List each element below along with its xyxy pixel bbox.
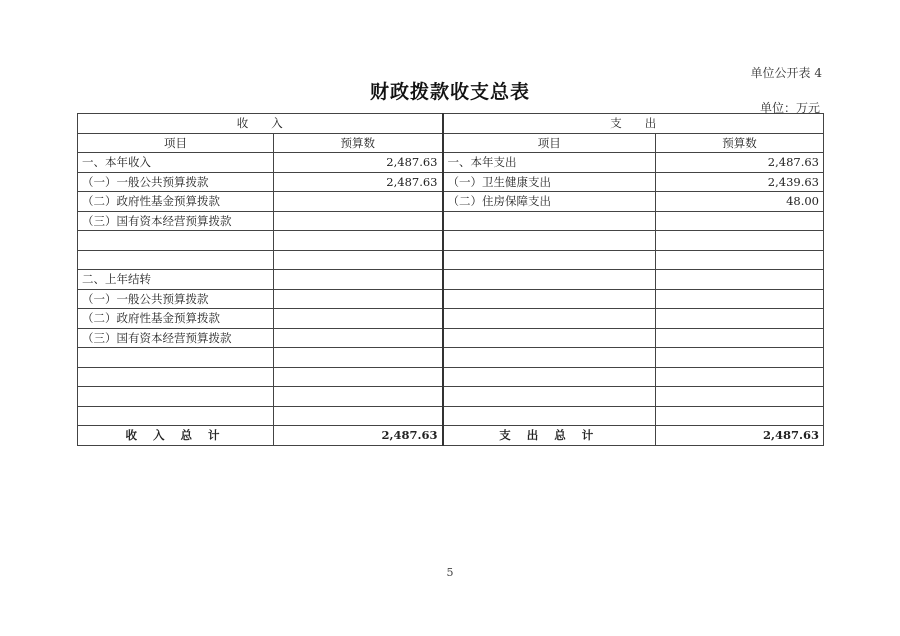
income-total-value: 2,487.63 (274, 426, 443, 446)
income-value-cell (274, 192, 443, 212)
budget-table (77, 113, 824, 446)
income-item-cell (78, 348, 274, 368)
income-item-cell (78, 406, 274, 426)
income-item-cell (78, 387, 274, 407)
table-row (78, 348, 824, 368)
page-label: 单位公开表 4 (750, 66, 822, 80)
table-row (78, 309, 824, 329)
expense-value-cell (656, 348, 824, 368)
expense-item-cell (443, 250, 656, 270)
expense-item-cell (443, 367, 656, 387)
expense-item-cell (443, 406, 656, 426)
expense-item-cell (443, 328, 656, 348)
table-row (78, 211, 824, 231)
expense-total-label: 支 出 总 计 (443, 426, 656, 446)
income-value-cell (274, 289, 443, 309)
table-row (78, 172, 824, 192)
income-value-cell (274, 270, 443, 290)
page-title: 财政拨款收支总表 (369, 81, 530, 103)
table-row (78, 367, 824, 387)
income-item-cell (78, 231, 274, 251)
expense-item-cell: （一）卫生健康支出 (443, 172, 656, 192)
income-item-cell: （一）一般公共预算拨款 (78, 289, 274, 309)
income-value-cell (274, 348, 443, 368)
expense-value-cell (656, 309, 824, 329)
page-number: 5 (446, 566, 454, 579)
expense-value-cell (656, 211, 824, 231)
header-row-columns (78, 133, 824, 153)
expense-value-cell (656, 367, 824, 387)
expense-value-cell (656, 406, 824, 426)
expense-item-cell (443, 231, 656, 251)
table-row (78, 328, 824, 348)
income-item-cell (78, 367, 274, 387)
table-row (78, 231, 824, 251)
income-value-cell (274, 309, 443, 329)
total-row (78, 426, 824, 446)
income-value-cell (274, 211, 443, 231)
income-total-label: 收 入 总 计 (78, 426, 274, 446)
expense-item-cell (443, 309, 656, 329)
income-value-cell (274, 406, 443, 426)
unit-label: 单位：万元 (759, 101, 820, 115)
table-row (78, 289, 824, 309)
table-row (78, 192, 824, 212)
expense-value-cell (656, 270, 824, 290)
table-row (78, 406, 824, 426)
income-value-cell (274, 328, 443, 348)
income-item-cell: （三）国有资本经营预算拨款 (78, 328, 274, 348)
income-value-cell (274, 250, 443, 270)
table-row (78, 250, 824, 270)
expense-item-cell: 一、本年支出 (443, 153, 656, 173)
expense-item-cell: （二）住房保障支出 (443, 192, 656, 212)
expense-value-cell (656, 289, 824, 309)
income-item-cell: （二）政府性基金预算拨款 (78, 192, 274, 212)
expense-item-cell (443, 387, 656, 407)
expense-value-cell: 2,487.63 (656, 153, 824, 173)
income-item-cell: （二）政府性基金预算拨款 (78, 309, 274, 329)
income-value-cell: 2,487.63 (274, 153, 443, 173)
expense-item-cell (443, 270, 656, 290)
expense-value-cell (656, 231, 824, 251)
income-value-cell (274, 387, 443, 407)
expense-section-header: 支 出 (443, 114, 824, 134)
income-section-header: 收 入 (78, 114, 443, 134)
expense-item-cell (443, 348, 656, 368)
table-row (78, 153, 824, 173)
income-value-cell (274, 367, 443, 387)
expense-item-header: 项目 (443, 133, 656, 153)
income-item-cell: （一）一般公共预算拨款 (78, 172, 274, 192)
expense-budget-header: 预算数 (656, 133, 824, 153)
expense-value-cell (656, 387, 824, 407)
income-item-cell: 一、本年收入 (78, 153, 274, 173)
expense-value-cell: 2,439.63 (656, 172, 824, 192)
expense-value-cell (656, 328, 824, 348)
income-budget-header: 预算数 (274, 133, 443, 153)
expense-item-cell (443, 289, 656, 309)
table-row (78, 387, 824, 407)
income-item-cell (78, 250, 274, 270)
expense-value-cell (656, 250, 824, 270)
income-item-cell: 二、上年结转 (78, 270, 274, 290)
expense-total-value: 2,487.63 (656, 426, 824, 446)
income-value-cell (274, 231, 443, 251)
income-value-cell: 2,487.63 (274, 172, 443, 192)
header-row-sections (78, 114, 824, 134)
table-row (78, 270, 824, 290)
income-item-cell: （三）国有资本经营预算拨款 (78, 211, 274, 231)
income-item-header: 项目 (78, 133, 274, 153)
expense-value-cell: 48.00 (656, 192, 824, 212)
expense-item-cell (443, 211, 656, 231)
